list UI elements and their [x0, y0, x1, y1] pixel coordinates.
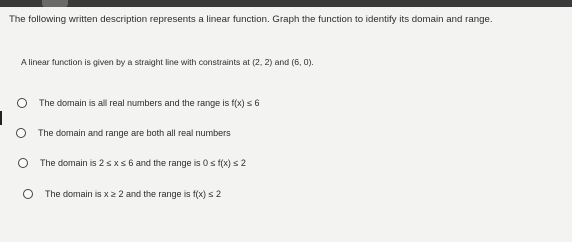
radio-button-2[interactable]: [16, 128, 26, 138]
option-label-2: The domain and range are both all real numbers: [38, 128, 231, 138]
radio-button-1[interactable]: [17, 98, 27, 108]
text-cursor: [0, 111, 2, 125]
radio-button-4[interactable]: [23, 189, 33, 199]
top-bar: [0, 0, 572, 7]
prompt-text: A linear function is given by a straight line with constraints at (2, 2) and (6, 0).: [21, 57, 314, 67]
question-text: The following written description represents a linear function. Graph the function to identify its domain and range.: [9, 14, 493, 25]
answer-option-2[interactable]: [16, 126, 231, 140]
option-label-1: The domain is all real numbers and the range is f(x) ≤ 6: [39, 98, 260, 108]
option-label-4: The domain is x ≥ 2 and the range is f(x) ≤ 2: [45, 189, 221, 199]
answer-option-3[interactable]: [18, 156, 246, 170]
radio-button-3[interactable]: [18, 158, 28, 168]
answer-option-4[interactable]: [23, 187, 221, 201]
top-bar-tab[interactable]: [42, 0, 68, 7]
option-label-3: The domain is 2 ≤ x ≤ 6 and the range is 0 ≤ f(x) ≤ 2: [40, 158, 246, 168]
answer-option-1[interactable]: [17, 96, 260, 110]
